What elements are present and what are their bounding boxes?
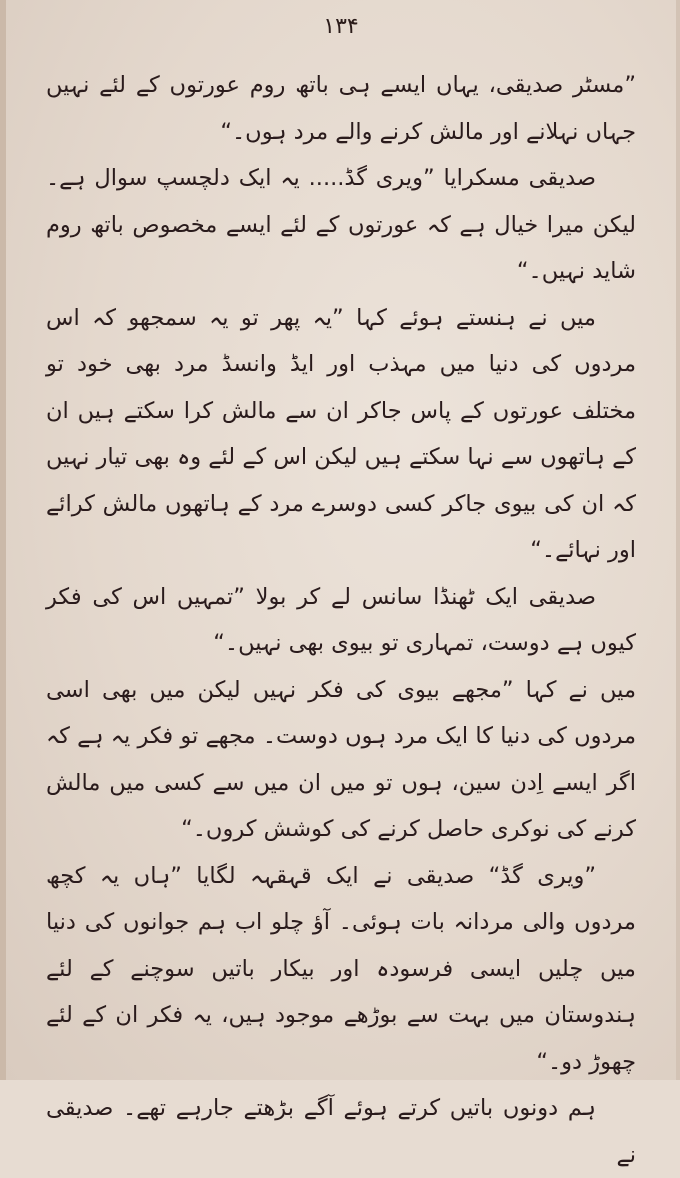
page-text	[46, 62, 636, 1178]
paragraph: صدیقی ایک ٹھنڈا سانس لے کر بولا ”تمہیں اس کی فکر کیوں ہے دوست، تمہاری تو بیوی بھی نہیں۔“	[46, 583, 636, 656]
page-number: ۱۳۴	[323, 14, 359, 39]
paragraph: صدیقی مسکرایا ”ویری گڈ..... یہ ایک دلچسپ سوال ہے۔ لیکن میرا خیال ہے کہ عورتوں کے لئے ایسے مخصوص باتھ روم شاید نہیں۔“	[46, 165, 636, 284]
paragraph: میں نے ہنستے ہوئے کہا ”یہ پھر تو یہ سمجھو کہ اس مردوں کی دنیا میں مہذب اور ایڈ وانسڈ مرد بھی خود تو مختلف عورتوں کے پاس جاکر ان سے مالش کرا سکتے ہیں ان کے ہاتھوں سے نہا سکتے ہیں لیکن اس کے لئے وہ بھی تیار نہیں کہ ان کی بیوی جاکر کسی دوسرے مرد کے ہاتھوں مالش کرائے اور نہائے۔“	[46, 304, 636, 563]
paragraph: میں نے کہا ”مجھے بیوی کی فکر نہیں لیکن میں بھی اسی مردوں کی دنیا کا ایک مرد ہوں دوست۔ مجھے تو فکر یہ ہے کہ اگر ایسے اِدن سین، ہوں تو میں ان میں سے کسی میں مالش کرنے کی نوکری حاصل کرنے کی کوشش کروں۔“	[46, 676, 636, 842]
paragraph: ”مسٹر صدیقی، یہاں ایسے ہی باتھ روم عورتوں کے لئے نہیں جہاں نہلانے اور مالش کرنے والے مرد ہوں۔“	[46, 72, 636, 145]
paragraph: ہم دونوں باتیں کرتے ہوئے آگے بڑھتے جارہے تھے۔ صدیقی نے	[46, 1095, 636, 1168]
paragraph: ”ویری گڈ“ صدیقی نے ایک قہقہہ لگایا ”ہاں یہ کچھ مردوں والی مردانہ بات ہوئی۔ آؤ چلو اب ہم جوانوں کی دنیا میں چلیں ایسی فرسودہ اور بیکار باتیں سوچنے کے لئے ہندوستان میں بہت سے بوڑھے موجود ہیں، یہ فکر ان کے لئے چھوڑ دو۔“	[46, 862, 636, 1075]
